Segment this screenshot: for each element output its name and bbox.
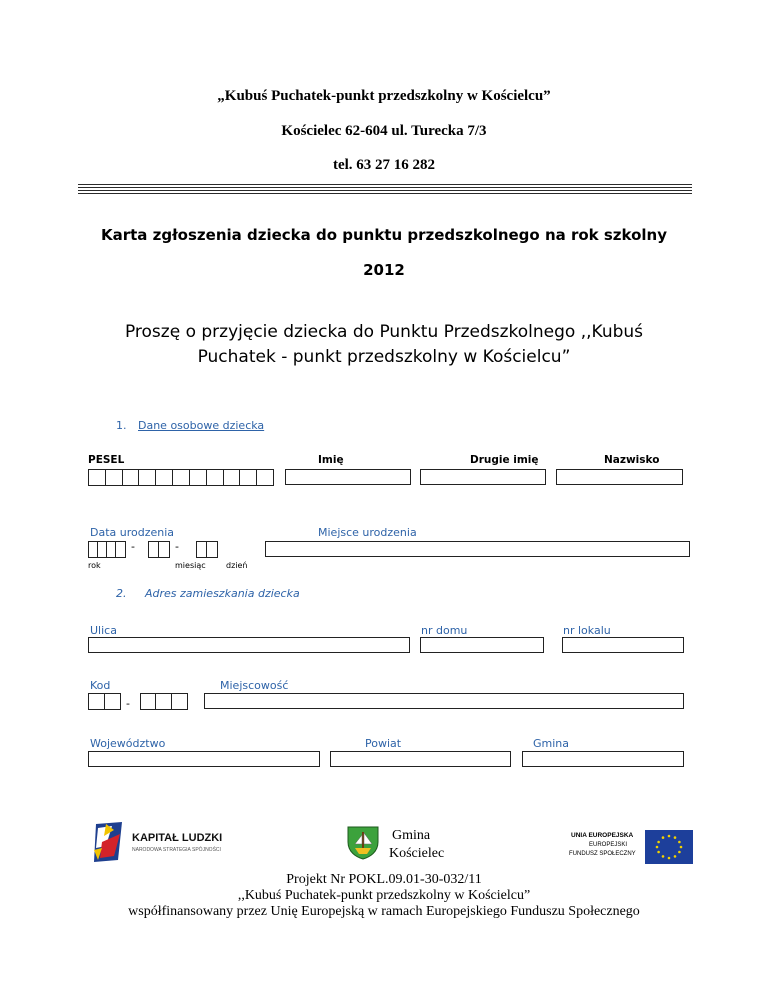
cofinancing-note: współfinansowany przez Unię Europejską w ramach Europejskiego Funduszu Społecznego <box>128 904 640 919</box>
commune-input[interactable] <box>522 751 684 767</box>
section-1-title: Dane osobowe dziecka <box>138 419 265 432</box>
locality-input[interactable] <box>204 693 684 709</box>
voivodeship-input[interactable] <box>88 751 320 767</box>
house-number-input[interactable] <box>420 637 544 653</box>
apartment-number-label: nr lokalu <box>563 624 611 637</box>
birth-place-label: Miejsce urodzenia <box>318 526 417 539</box>
first-name-label: Imię <box>318 454 344 466</box>
kapital-ludzki-emblem-icon <box>92 820 126 864</box>
district-label: Powiat <box>365 737 402 750</box>
section-1-number: 1. <box>116 419 127 432</box>
eu-fund-logo <box>563 822 703 870</box>
form-title: Karta zgłoszenia dziecka do punktu przedszkolnego na rok szkolny <box>100 226 668 244</box>
surname-label: Nazwisko <box>604 454 660 466</box>
separator-line <box>78 190 692 191</box>
gmina-name-line-2: Kościelec <box>389 846 445 861</box>
house-number-label: nr domu <box>421 624 468 637</box>
kapital-ludzki-logo <box>92 818 242 866</box>
street-label: Ulica <box>90 624 117 637</box>
request-line-1: Proszę o przyjęcie dziecka do Punktu Przedszkolnego ,,Kubuś <box>124 322 644 342</box>
birth-month-input[interactable] <box>148 541 170 558</box>
kindergarten-name: „Kubuś Puchatek-punkt przedszkolny w Kościelcu” <box>217 88 551 104</box>
kindergarten-address: Kościelec 62-604 ul. Turecka 7/3 <box>281 123 487 139</box>
request-line-2: Puchatek - punkt przedszkolny w Kościelcu” <box>197 347 571 367</box>
district-input[interactable] <box>330 751 511 767</box>
street-input[interactable] <box>88 637 410 653</box>
gmina-name-line-1: Gmina <box>392 828 431 843</box>
eu-text-line-2: EUROPEJSKI <box>589 842 628 848</box>
second-name-label: Drugie imię <box>470 454 539 466</box>
year-caption: rok <box>88 561 101 570</box>
section-2-title: Adres zamieszkania dziecka <box>145 587 300 600</box>
school-year: 2012 <box>363 261 405 279</box>
day-caption: dzień <box>226 561 248 570</box>
birth-place-input[interactable] <box>265 541 690 557</box>
second-name-input[interactable] <box>420 469 546 485</box>
eu-flag-icon <box>645 830 693 864</box>
postal-code-part1-input[interactable] <box>88 693 121 710</box>
apartment-number-input[interactable] <box>562 637 684 653</box>
separator-line <box>78 184 692 185</box>
pesel-input[interactable] <box>88 469 274 486</box>
commune-label: Gmina <box>533 737 570 750</box>
pesel-label: PESEL <box>88 454 125 466</box>
date-separator: - <box>175 540 179 553</box>
separator-line <box>78 187 692 188</box>
kapital-ludzki-text: KAPITAŁ LUDZKI <box>132 832 223 844</box>
postal-code-part2-input[interactable] <box>140 693 188 710</box>
voivodeship-label: Województwo <box>90 737 166 750</box>
gmina-coat-of-arms-icon <box>345 824 381 860</box>
eu-text-line-3: FUNDUSZ SPOŁECZNY <box>569 851 636 857</box>
date-separator: - <box>131 540 135 553</box>
first-name-input[interactable] <box>285 469 411 485</box>
birth-date-label: Data urodzenia <box>90 526 175 539</box>
postal-code-label: Kod <box>90 679 111 692</box>
locality-label: Miejscowość <box>220 679 289 692</box>
birth-year-input[interactable] <box>88 541 126 558</box>
kindergarten-phone: tel. 63 27 16 282 <box>332 157 436 173</box>
kapital-ludzki-subtext: NARODOWA STRATEGIA SPÓJNOŚCI <box>132 847 221 853</box>
eu-text-line-1: UNIA EUROPEJSKA <box>571 832 634 839</box>
project-name: ,,Kubuś Puchatek-punkt przedszkolny w Kościelcu” <box>237 888 531 903</box>
separator-line <box>78 193 692 194</box>
month-caption: miesiąc <box>175 561 206 570</box>
section-2-number: 2. <box>116 587 127 600</box>
surname-input[interactable] <box>556 469 683 485</box>
postal-code-separator: - <box>126 697 130 710</box>
project-number: Projekt Nr POKL.09.01-30-032/11 <box>286 872 482 887</box>
birth-day-input[interactable] <box>196 541 218 558</box>
